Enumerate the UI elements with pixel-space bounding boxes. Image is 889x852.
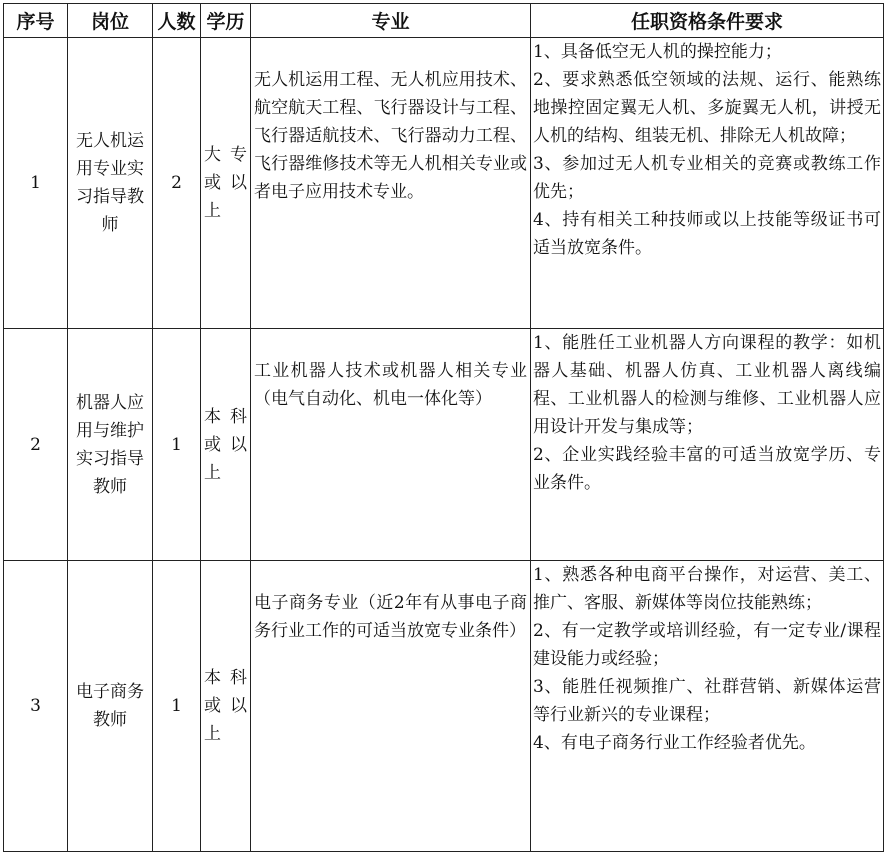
- header-major: 专业: [251, 4, 531, 38]
- cell-requirements: [531, 329, 884, 561]
- header-requirements: 任职资格条件要求: [531, 4, 884, 38]
- requirement-item: 2、有一定教学或培训经验，有一定专业/课程建设能力或经验；: [533, 621, 881, 669]
- requirement-item: 4、有电子商务行业工作经验者优先。: [533, 733, 816, 753]
- header-education: 学历: [201, 4, 251, 38]
- requirement-item: 1、能胜任工业机器人方向课程的教学：如机器人基础、机器人仿真、工业机器人离线编程、工业机器人的检测与维修、工业机器人应用设计开发与集成等；: [533, 333, 881, 437]
- cell-count: 1: [153, 329, 201, 561]
- cell-position: 电子商务教师: [68, 561, 153, 852]
- requirement-item: 1、熟悉各种电商平台操作，对运营、美工、推广、客服、新媒体等岗位技能熟练；: [533, 565, 881, 613]
- cell-no: 2: [4, 329, 68, 561]
- cell-education: 本科或以上: [201, 329, 251, 561]
- cell-major: 工业机器人技术或机器人相关专业（电气自动化、机电一体化等）: [251, 329, 531, 561]
- table-row: [4, 38, 884, 329]
- header-position: 岗位: [68, 4, 153, 38]
- table-row: [4, 329, 884, 561]
- requirement-item: 3、参加过无人机专业相关的竞赛或教练工作优先；: [533, 154, 881, 202]
- cell-major: 无人机运用工程、无人机应用技术、航空航天工程、飞行器设计与工程、飞行器适航技术、飞行器动力工程、飞行器维修技术等无人机相关专业或者电子应用技术专业。: [251, 38, 531, 329]
- requirement-item: 1、具备低空无人机的操控能力；: [533, 42, 782, 62]
- requirement-item: 2、要求熟悉低空领域的法规、运行、能熟练地操控固定翼无人机、多旋翼无人机，讲授无人机的结构、组装无机、排除无人机故障；: [533, 70, 881, 146]
- cell-requirements: [531, 561, 884, 852]
- cell-major: 电子商务专业（近2年有从事电子商务行业工作的可适当放宽专业条件）: [251, 561, 531, 852]
- cell-position: 无人机运用专业实习指导教师: [68, 38, 153, 329]
- cell-count: 1: [153, 561, 201, 852]
- requirement-item: 2、企业实践经验丰富的可适当放宽学历、专业条件。: [533, 445, 881, 493]
- cell-position: 机器人应用与维护实习指导教师: [68, 329, 153, 561]
- cell-count: 2: [153, 38, 201, 329]
- header-count: 人数: [153, 4, 201, 38]
- requirement-item: 4、持有相关工种技师或以上技能等级证书可适当放宽条件。: [533, 210, 881, 258]
- recruitment-table: [3, 3, 884, 852]
- cell-no: 1: [4, 38, 68, 329]
- cell-education: 大专或以上: [201, 38, 251, 329]
- cell-education: 本科或以上: [201, 561, 251, 852]
- header-no: 序号: [4, 4, 68, 38]
- table-row: [4, 561, 884, 852]
- cell-no: 3: [4, 561, 68, 852]
- requirement-item: 3、能胜任视频推广、社群营销、新媒体运营等行业新兴的专业课程；: [533, 677, 881, 725]
- cell-requirements: [531, 38, 884, 329]
- header-row: [4, 4, 884, 38]
